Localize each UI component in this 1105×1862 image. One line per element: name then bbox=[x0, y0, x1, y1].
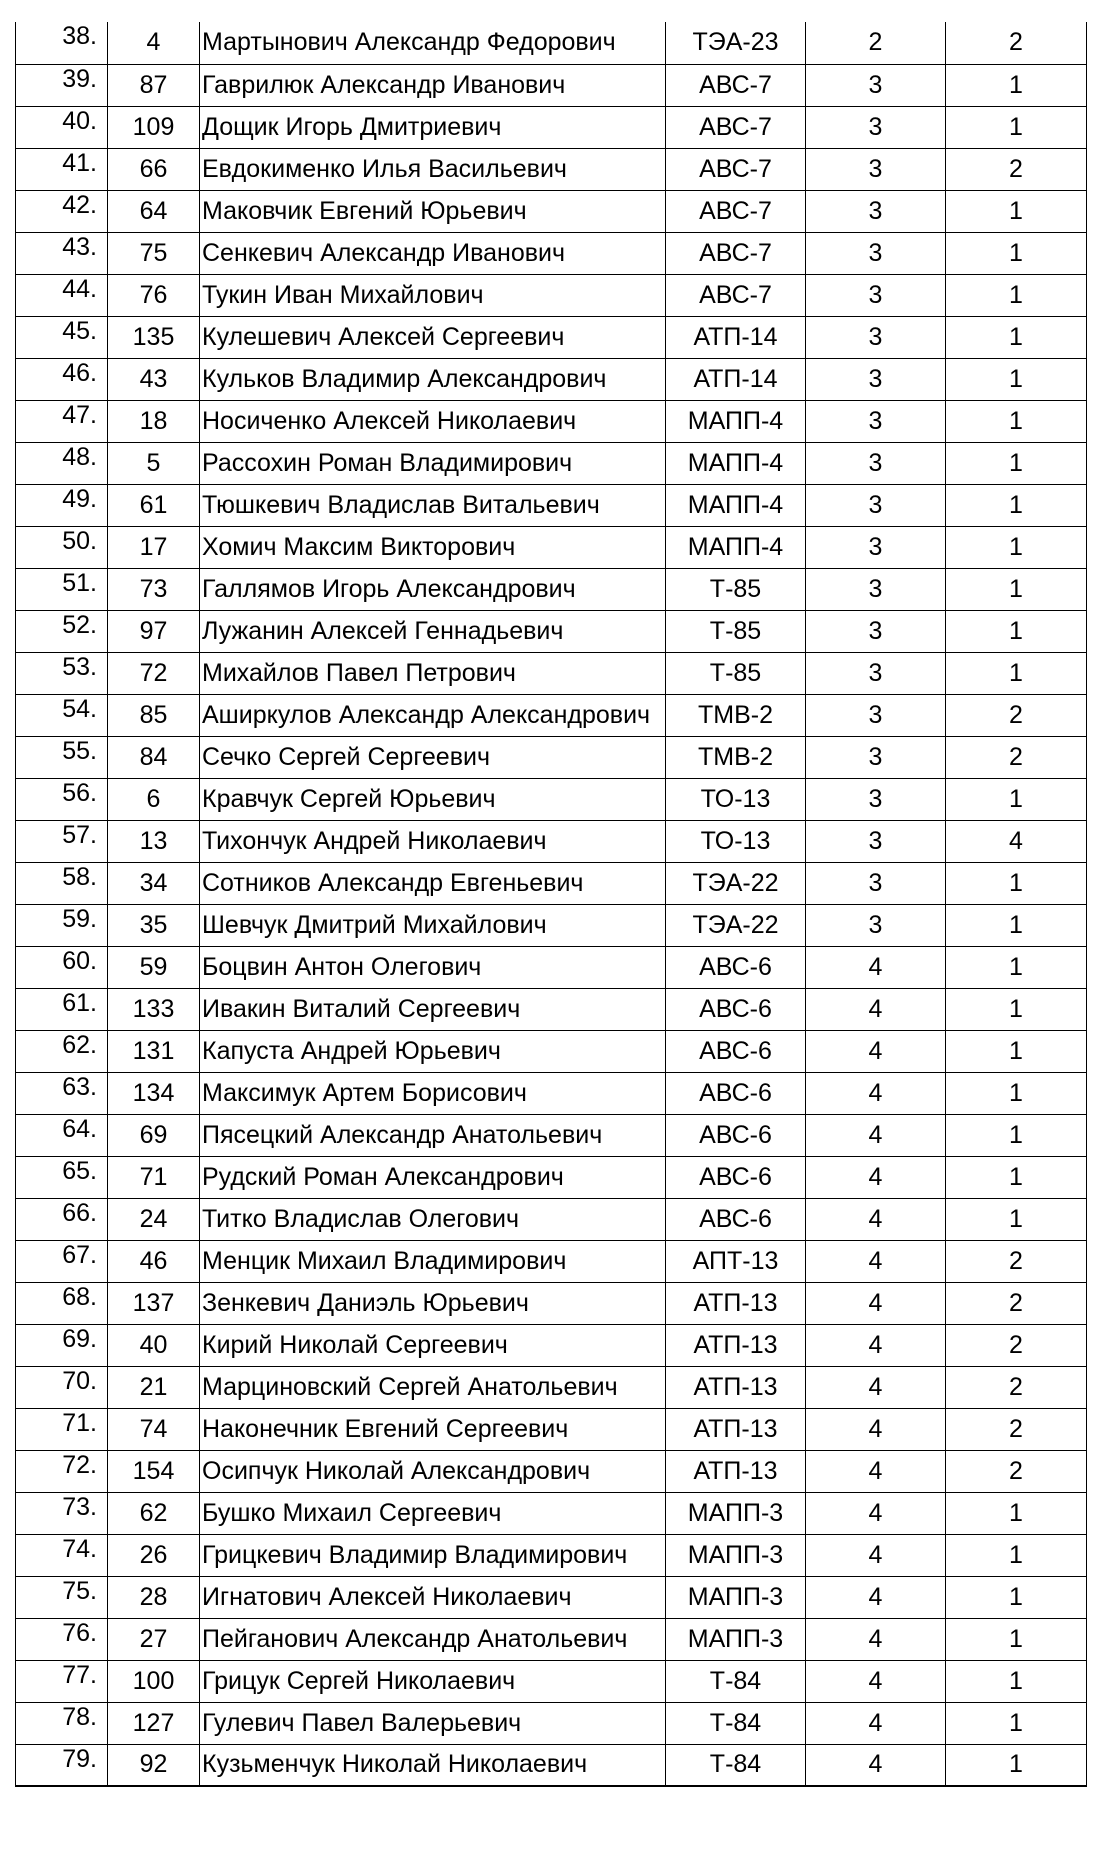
table-row bbox=[16, 1450, 1087, 1492]
value-cell: 2 bbox=[946, 22, 1087, 64]
value-cell: 1 bbox=[946, 1030, 1087, 1072]
table-row bbox=[16, 358, 1087, 400]
id-cell: 72 bbox=[108, 652, 200, 694]
group-cell: ТМВ-2 bbox=[666, 694, 806, 736]
name-cell: Бушко Михаил Сергеевич bbox=[200, 1492, 666, 1534]
course-cell: 3 bbox=[806, 148, 946, 190]
row-number-cell: 43. bbox=[16, 232, 108, 274]
value-cell: 2 bbox=[946, 1366, 1087, 1408]
table-row bbox=[16, 1324, 1087, 1366]
course-cell: 3 bbox=[806, 778, 946, 820]
value-cell: 2 bbox=[946, 1324, 1087, 1366]
table-row bbox=[16, 568, 1087, 610]
group-cell: АПТ-13 bbox=[666, 1240, 806, 1282]
name-cell: Аширкулов Александр Александрович bbox=[200, 694, 666, 736]
row-number-cell: 66. bbox=[16, 1198, 108, 1240]
name-cell: Кулешевич Алексей Сергеевич bbox=[200, 316, 666, 358]
course-cell: 3 bbox=[806, 484, 946, 526]
table-row bbox=[16, 1534, 1087, 1576]
row-number-cell: 44. bbox=[16, 274, 108, 316]
id-cell: 21 bbox=[108, 1366, 200, 1408]
group-cell: АВС-7 bbox=[666, 274, 806, 316]
table-row bbox=[16, 316, 1087, 358]
id-cell: 28 bbox=[108, 1576, 200, 1618]
id-cell: 76 bbox=[108, 274, 200, 316]
course-cell: 3 bbox=[806, 106, 946, 148]
value-cell: 1 bbox=[946, 1702, 1087, 1744]
group-cell: МАПП-3 bbox=[666, 1534, 806, 1576]
table-row bbox=[16, 106, 1087, 148]
id-cell: 6 bbox=[108, 778, 200, 820]
group-cell: МАПП-4 bbox=[666, 484, 806, 526]
group-cell: АВС-7 bbox=[666, 232, 806, 274]
row-number-cell: 77. bbox=[16, 1660, 108, 1702]
group-cell: АТП-13 bbox=[666, 1408, 806, 1450]
course-cell: 4 bbox=[806, 1030, 946, 1072]
course-cell: 3 bbox=[806, 442, 946, 484]
group-cell: ТЭА-22 bbox=[666, 904, 806, 946]
table-row bbox=[16, 988, 1087, 1030]
table-row bbox=[16, 694, 1087, 736]
course-cell: 3 bbox=[806, 652, 946, 694]
course-cell: 3 bbox=[806, 190, 946, 232]
name-cell: Рудский Роман Александрович bbox=[200, 1156, 666, 1198]
value-cell: 2 bbox=[946, 1282, 1087, 1324]
table-row bbox=[16, 1114, 1087, 1156]
course-cell: 4 bbox=[806, 1450, 946, 1492]
row-number-cell: 52. bbox=[16, 610, 108, 652]
name-cell: Гулевич Павел Валерьевич bbox=[200, 1702, 666, 1744]
group-cell: ТЭА-22 bbox=[666, 862, 806, 904]
name-cell: Евдокименко Илья Васильевич bbox=[200, 148, 666, 190]
id-cell: 73 bbox=[108, 568, 200, 610]
row-number-cell: 76. bbox=[16, 1618, 108, 1660]
row-number-cell: 48. bbox=[16, 442, 108, 484]
value-cell: 2 bbox=[946, 1240, 1087, 1282]
course-cell: 4 bbox=[806, 946, 946, 988]
row-number-cell: 65. bbox=[16, 1156, 108, 1198]
course-cell: 4 bbox=[806, 1660, 946, 1702]
value-cell: 1 bbox=[946, 64, 1087, 106]
group-cell: МАПП-4 bbox=[666, 442, 806, 484]
table-row bbox=[16, 232, 1087, 274]
row-number-cell: 72. bbox=[16, 1450, 108, 1492]
course-cell: 3 bbox=[806, 862, 946, 904]
row-number-cell: 38. bbox=[16, 22, 108, 64]
row-number-cell: 40. bbox=[16, 106, 108, 148]
id-cell: 71 bbox=[108, 1156, 200, 1198]
id-cell: 92 bbox=[108, 1744, 200, 1786]
row-number-cell: 68. bbox=[16, 1282, 108, 1324]
course-cell: 3 bbox=[806, 274, 946, 316]
id-cell: 154 bbox=[108, 1450, 200, 1492]
id-cell: 84 bbox=[108, 736, 200, 778]
course-cell: 3 bbox=[806, 736, 946, 778]
group-cell: АВС-6 bbox=[666, 1030, 806, 1072]
table-row bbox=[16, 1618, 1087, 1660]
name-cell: Тюшкевич Владислав Витальевич bbox=[200, 484, 666, 526]
id-cell: 5 bbox=[108, 442, 200, 484]
value-cell: 2 bbox=[946, 1408, 1087, 1450]
value-cell: 2 bbox=[946, 1450, 1087, 1492]
value-cell: 1 bbox=[946, 232, 1087, 274]
name-cell: Кирий Николай Сергеевич bbox=[200, 1324, 666, 1366]
group-cell: АВС-6 bbox=[666, 946, 806, 988]
value-cell: 1 bbox=[946, 1744, 1087, 1786]
table-row bbox=[16, 1072, 1087, 1114]
id-cell: 134 bbox=[108, 1072, 200, 1114]
row-number-cell: 75. bbox=[16, 1576, 108, 1618]
table-row bbox=[16, 1240, 1087, 1282]
group-cell: АТП-13 bbox=[666, 1324, 806, 1366]
value-cell: 1 bbox=[946, 1156, 1087, 1198]
name-cell: Осипчук Николай Александрович bbox=[200, 1450, 666, 1492]
value-cell: 1 bbox=[946, 1534, 1087, 1576]
group-cell: ТМВ-2 bbox=[666, 736, 806, 778]
row-number-cell: 46. bbox=[16, 358, 108, 400]
id-cell: 137 bbox=[108, 1282, 200, 1324]
group-cell: АВС-6 bbox=[666, 1114, 806, 1156]
row-number-cell: 58. bbox=[16, 862, 108, 904]
course-cell: 4 bbox=[806, 1702, 946, 1744]
table-row bbox=[16, 274, 1087, 316]
course-cell: 4 bbox=[806, 1282, 946, 1324]
course-cell: 4 bbox=[806, 988, 946, 1030]
id-cell: 61 bbox=[108, 484, 200, 526]
row-number-cell: 39. bbox=[16, 64, 108, 106]
group-cell: Т-85 bbox=[666, 568, 806, 610]
group-cell: АВС-6 bbox=[666, 1198, 806, 1240]
row-number-cell: 69. bbox=[16, 1324, 108, 1366]
value-cell: 1 bbox=[946, 778, 1087, 820]
id-cell: 97 bbox=[108, 610, 200, 652]
value-cell: 1 bbox=[946, 358, 1087, 400]
value-cell: 1 bbox=[946, 526, 1087, 568]
course-cell: 3 bbox=[806, 64, 946, 106]
name-cell: Марциновский Сергей Анатольевич bbox=[200, 1366, 666, 1408]
row-number-cell: 78. bbox=[16, 1702, 108, 1744]
course-cell: 3 bbox=[806, 400, 946, 442]
id-cell: 127 bbox=[108, 1702, 200, 1744]
group-cell: Т-84 bbox=[666, 1660, 806, 1702]
table-row bbox=[16, 1030, 1087, 1072]
id-cell: 46 bbox=[108, 1240, 200, 1282]
row-number-cell: 60. bbox=[16, 946, 108, 988]
table-row bbox=[16, 484, 1087, 526]
group-cell: ТЭА-23 bbox=[666, 22, 806, 64]
value-cell: 1 bbox=[946, 568, 1087, 610]
table-row bbox=[16, 148, 1087, 190]
table-row bbox=[16, 1198, 1087, 1240]
name-cell: Мартынович Александр Федорович bbox=[200, 22, 666, 64]
value-cell: 2 bbox=[946, 694, 1087, 736]
group-cell: АВС-7 bbox=[666, 190, 806, 232]
group-cell: МАПП-3 bbox=[666, 1576, 806, 1618]
id-cell: 24 bbox=[108, 1198, 200, 1240]
row-number-cell: 42. bbox=[16, 190, 108, 232]
row-number-cell: 51. bbox=[16, 568, 108, 610]
table-row bbox=[16, 904, 1087, 946]
group-cell: АВС-6 bbox=[666, 1156, 806, 1198]
table-row bbox=[16, 22, 1087, 64]
course-cell: 3 bbox=[806, 694, 946, 736]
name-cell: Маковчик Евгений Юрьевич bbox=[200, 190, 666, 232]
group-cell: АТП-14 bbox=[666, 358, 806, 400]
table-row bbox=[16, 778, 1087, 820]
group-cell: АТП-14 bbox=[666, 316, 806, 358]
row-number-cell: 64. bbox=[16, 1114, 108, 1156]
group-cell: АТП-13 bbox=[666, 1366, 806, 1408]
id-cell: 131 bbox=[108, 1030, 200, 1072]
value-cell: 1 bbox=[946, 946, 1087, 988]
id-cell: 27 bbox=[108, 1618, 200, 1660]
course-cell: 4 bbox=[806, 1072, 946, 1114]
row-number-cell: 47. bbox=[16, 400, 108, 442]
group-cell: АВС-6 bbox=[666, 988, 806, 1030]
id-cell: 75 bbox=[108, 232, 200, 274]
row-number-cell: 59. bbox=[16, 904, 108, 946]
group-cell: Т-84 bbox=[666, 1702, 806, 1744]
course-cell: 3 bbox=[806, 316, 946, 358]
group-cell: Т-85 bbox=[666, 610, 806, 652]
table-row bbox=[16, 1744, 1087, 1786]
name-cell: Грицук Сергей Николаевич bbox=[200, 1660, 666, 1702]
course-cell: 4 bbox=[806, 1240, 946, 1282]
name-cell: Титко Владислав Олегович bbox=[200, 1198, 666, 1240]
id-cell: 62 bbox=[108, 1492, 200, 1534]
name-cell: Кульков Владимир Александрович bbox=[200, 358, 666, 400]
course-cell: 4 bbox=[806, 1156, 946, 1198]
row-number-cell: 55. bbox=[16, 736, 108, 778]
row-number-cell: 71. bbox=[16, 1408, 108, 1450]
table-body bbox=[16, 22, 1087, 1786]
group-cell: АТП-13 bbox=[666, 1282, 806, 1324]
name-cell: Носиченко Алексей Николаевич bbox=[200, 400, 666, 442]
name-cell: Менцик Михаил Владимирович bbox=[200, 1240, 666, 1282]
row-number-cell: 63. bbox=[16, 1072, 108, 1114]
course-cell: 4 bbox=[806, 1198, 946, 1240]
row-number-cell: 56. bbox=[16, 778, 108, 820]
table-row bbox=[16, 652, 1087, 694]
value-cell: 1 bbox=[946, 106, 1087, 148]
name-cell: Пейганович Александр Анатольевич bbox=[200, 1618, 666, 1660]
course-cell: 2 bbox=[806, 22, 946, 64]
name-cell: Хомич Максим Викторович bbox=[200, 526, 666, 568]
course-cell: 4 bbox=[806, 1114, 946, 1156]
id-cell: 18 bbox=[108, 400, 200, 442]
value-cell: 1 bbox=[946, 316, 1087, 358]
table-row bbox=[16, 736, 1087, 778]
row-number-cell: 50. bbox=[16, 526, 108, 568]
value-cell: 1 bbox=[946, 1114, 1087, 1156]
id-cell: 59 bbox=[108, 946, 200, 988]
group-cell: АВС-6 bbox=[666, 1072, 806, 1114]
table-row bbox=[16, 1660, 1087, 1702]
id-cell: 17 bbox=[108, 526, 200, 568]
id-cell: 85 bbox=[108, 694, 200, 736]
table-row bbox=[16, 1492, 1087, 1534]
name-cell: Максимук Артем Борисович bbox=[200, 1072, 666, 1114]
course-cell: 3 bbox=[806, 358, 946, 400]
table-row bbox=[16, 1702, 1087, 1744]
course-cell: 4 bbox=[806, 1534, 946, 1576]
group-cell: МАПП-3 bbox=[666, 1492, 806, 1534]
id-cell: 13 bbox=[108, 820, 200, 862]
value-cell: 1 bbox=[946, 1492, 1087, 1534]
row-number-cell: 41. bbox=[16, 148, 108, 190]
value-cell: 1 bbox=[946, 1576, 1087, 1618]
table-row bbox=[16, 442, 1087, 484]
table-row bbox=[16, 1366, 1087, 1408]
row-number-cell: 49. bbox=[16, 484, 108, 526]
name-cell: Сотников Александр Евгеньевич bbox=[200, 862, 666, 904]
value-cell: 1 bbox=[946, 484, 1087, 526]
name-cell: Лужанин Алексей Геннадьевич bbox=[200, 610, 666, 652]
value-cell: 1 bbox=[946, 442, 1087, 484]
id-cell: 109 bbox=[108, 106, 200, 148]
course-cell: 3 bbox=[806, 526, 946, 568]
row-number-cell: 53. bbox=[16, 652, 108, 694]
group-cell: Т-84 bbox=[666, 1744, 806, 1786]
name-cell: Рассохин Роман Владимирович bbox=[200, 442, 666, 484]
value-cell: 1 bbox=[946, 610, 1087, 652]
course-cell: 3 bbox=[806, 904, 946, 946]
row-number-cell: 61. bbox=[16, 988, 108, 1030]
table-row bbox=[16, 526, 1087, 568]
id-cell: 4 bbox=[108, 22, 200, 64]
table-row bbox=[16, 610, 1087, 652]
group-cell: АВС-7 bbox=[666, 148, 806, 190]
course-cell: 3 bbox=[806, 610, 946, 652]
row-number-cell: 57. bbox=[16, 820, 108, 862]
value-cell: 1 bbox=[946, 1198, 1087, 1240]
value-cell: 1 bbox=[946, 274, 1087, 316]
value-cell: 1 bbox=[946, 1072, 1087, 1114]
value-cell: 1 bbox=[946, 904, 1087, 946]
id-cell: 35 bbox=[108, 904, 200, 946]
course-cell: 4 bbox=[806, 1324, 946, 1366]
name-cell: Галлямов Игорь Александрович bbox=[200, 568, 666, 610]
course-cell: 3 bbox=[806, 820, 946, 862]
group-cell: ТО-13 bbox=[666, 820, 806, 862]
id-cell: 43 bbox=[108, 358, 200, 400]
row-number-cell: 70. bbox=[16, 1366, 108, 1408]
table-row bbox=[16, 1156, 1087, 1198]
table-row bbox=[16, 64, 1087, 106]
group-cell: МАПП-4 bbox=[666, 526, 806, 568]
name-cell: Игнатович Алексей Николаевич bbox=[200, 1576, 666, 1618]
table-row bbox=[16, 1408, 1087, 1450]
group-cell: АВС-7 bbox=[666, 64, 806, 106]
course-cell: 4 bbox=[806, 1618, 946, 1660]
value-cell: 4 bbox=[946, 820, 1087, 862]
course-cell: 3 bbox=[806, 568, 946, 610]
value-cell: 1 bbox=[946, 400, 1087, 442]
value-cell: 2 bbox=[946, 148, 1087, 190]
name-cell: Боцвин Антон Олегович bbox=[200, 946, 666, 988]
id-cell: 74 bbox=[108, 1408, 200, 1450]
id-cell: 40 bbox=[108, 1324, 200, 1366]
name-cell: Михайлов Павел Петрович bbox=[200, 652, 666, 694]
name-cell: Тукин Иван Михайлович bbox=[200, 274, 666, 316]
id-cell: 135 bbox=[108, 316, 200, 358]
row-number-cell: 45. bbox=[16, 316, 108, 358]
name-cell: Тихончук Андрей Николаевич bbox=[200, 820, 666, 862]
id-cell: 133 bbox=[108, 988, 200, 1030]
table-row bbox=[16, 946, 1087, 988]
name-cell: Сечко Сергей Сергеевич bbox=[200, 736, 666, 778]
table-row bbox=[16, 862, 1087, 904]
id-cell: 26 bbox=[108, 1534, 200, 1576]
student-table bbox=[15, 22, 1087, 1787]
name-cell: Дощик Игорь Дмитриевич bbox=[200, 106, 666, 148]
name-cell: Капуста Андрей Юрьевич bbox=[200, 1030, 666, 1072]
course-cell: 4 bbox=[806, 1408, 946, 1450]
id-cell: 66 bbox=[108, 148, 200, 190]
row-number-cell: 79. bbox=[16, 1744, 108, 1786]
course-cell: 4 bbox=[806, 1492, 946, 1534]
course-cell: 3 bbox=[806, 232, 946, 274]
name-cell: Шевчук Дмитрий Михайлович bbox=[200, 904, 666, 946]
name-cell: Сенкевич Александр Иванович bbox=[200, 232, 666, 274]
name-cell: Грицкевич Владимир Владимирович bbox=[200, 1534, 666, 1576]
table-row bbox=[16, 190, 1087, 232]
row-number-cell: 73. bbox=[16, 1492, 108, 1534]
name-cell: Гаврилюк Александр Иванович bbox=[200, 64, 666, 106]
table-row bbox=[16, 400, 1087, 442]
table-row bbox=[16, 820, 1087, 862]
name-cell: Пясецкий Александр Анатольевич bbox=[200, 1114, 666, 1156]
name-cell: Зенкевич Даниэль Юрьевич bbox=[200, 1282, 666, 1324]
id-cell: 100 bbox=[108, 1660, 200, 1702]
id-cell: 64 bbox=[108, 190, 200, 232]
group-cell: Т-85 bbox=[666, 652, 806, 694]
id-cell: 69 bbox=[108, 1114, 200, 1156]
value-cell: 1 bbox=[946, 190, 1087, 232]
group-cell: АВС-7 bbox=[666, 106, 806, 148]
value-cell: 1 bbox=[946, 1618, 1087, 1660]
value-cell: 1 bbox=[946, 652, 1087, 694]
name-cell: Кузьменчук Николай Николаевич bbox=[200, 1744, 666, 1786]
id-cell: 34 bbox=[108, 862, 200, 904]
name-cell: Кравчук Сергей Юрьевич bbox=[200, 778, 666, 820]
group-cell: АТП-13 bbox=[666, 1450, 806, 1492]
value-cell: 1 bbox=[946, 1660, 1087, 1702]
name-cell: Ивакин Виталий Сергеевич bbox=[200, 988, 666, 1030]
course-cell: 4 bbox=[806, 1366, 946, 1408]
row-number-cell: 74. bbox=[16, 1534, 108, 1576]
name-cell: Наконечник Евгений Сергеевич bbox=[200, 1408, 666, 1450]
group-cell: МАПП-4 bbox=[666, 400, 806, 442]
table-row bbox=[16, 1576, 1087, 1618]
row-number-cell: 54. bbox=[16, 694, 108, 736]
table-row bbox=[16, 1282, 1087, 1324]
course-cell: 4 bbox=[806, 1576, 946, 1618]
value-cell: 1 bbox=[946, 988, 1087, 1030]
row-number-cell: 67. bbox=[16, 1240, 108, 1282]
value-cell: 2 bbox=[946, 736, 1087, 778]
group-cell: ТО-13 bbox=[666, 778, 806, 820]
value-cell: 1 bbox=[946, 862, 1087, 904]
group-cell: МАПП-3 bbox=[666, 1618, 806, 1660]
row-number-cell: 62. bbox=[16, 1030, 108, 1072]
course-cell: 4 bbox=[806, 1744, 946, 1786]
id-cell: 87 bbox=[108, 64, 200, 106]
